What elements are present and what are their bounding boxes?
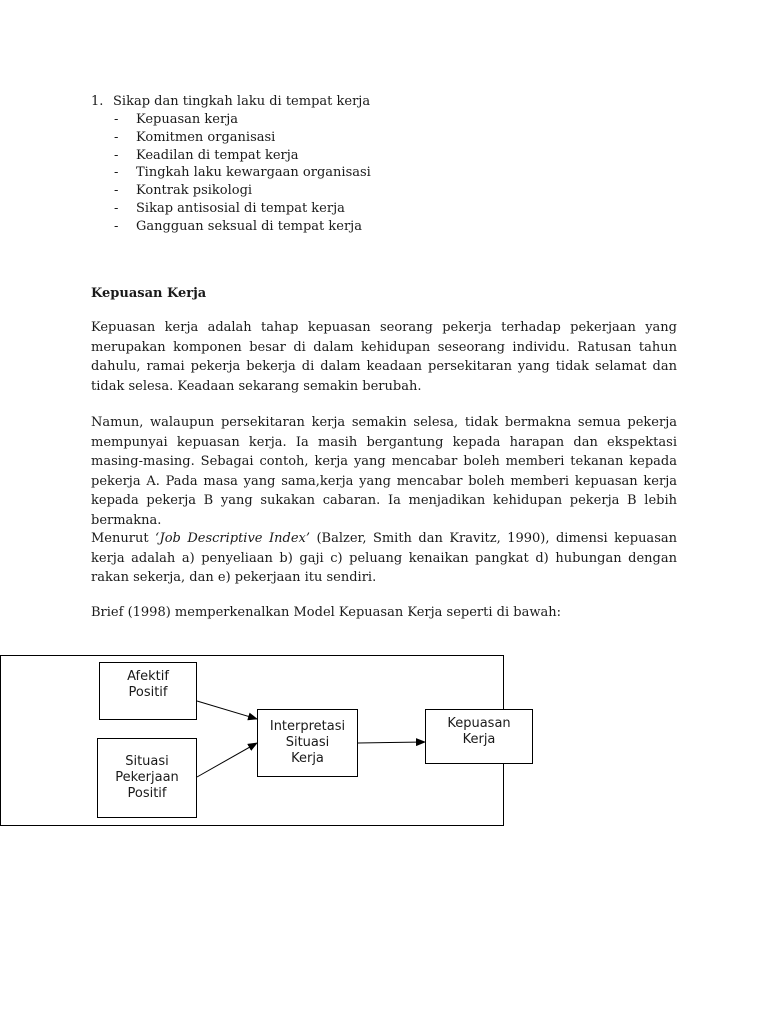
paragraph-model-intro: Brief (1998) memperkenalkan Model Kepuasan Kerja seperti di bawah: <box>91 605 561 620</box>
list-item-text: Keadilan di tempat kerja <box>136 147 299 163</box>
list-dash: - <box>114 129 119 145</box>
list-item <box>114 129 371 147</box>
section-title: Kepuasan Kerja <box>91 286 207 301</box>
paragraph-expectations: Namun, walaupun persekitaran kerja semakin selesa, tidak bermakna semua pekerja mempunyai kepuasan kerja. Ia masih bergantung kepada harapan dan ekspektasi masing-masing. Sebagai contoh, kerja yang mencabar boleh memberi tekanan kepada pekerja A. Pada masa yang sama,kerja yang mencabar boleh memberi kepuasan kerja kepada pekerja B yang sukakan cabaran. Ia menjadikan kehidupan pekerja B lebih bermakna. <box>91 415 677 528</box>
diagram-node-afektif-positif: Afektif Positif <box>99 662 197 720</box>
list-item-text: Gangguan seksual di tempat kerja <box>136 218 362 234</box>
jdi-prefix: Menurut <box>91 531 156 546</box>
list-dash: - <box>114 200 119 216</box>
list-heading-text: Sikap dan tingkah laku di tempat kerja <box>113 94 371 109</box>
jdi-rest: (Balzer, Smith dan Kravitz, 1990), dimensi kepuasan kerja adalah a) penyeliaan b) gaji c) peluang kenaikan pangkat d) hubungan dengan rakan sekerja, dan e) pekerjaan itu sendiri. <box>91 531 677 586</box>
paragraph-jdi <box>91 529 677 588</box>
list-heading <box>91 93 370 111</box>
diagram-node-kepuasan-kerja: Kepuasan Kerja <box>425 709 533 764</box>
attitudes-sublist <box>114 111 371 236</box>
list-item-text: Komitmen organisasi <box>136 129 276 145</box>
list-item-text: Sikap antisosial di tempat kerja <box>136 200 345 216</box>
list-item <box>114 218 371 236</box>
list-item <box>114 164 371 182</box>
list-item <box>114 147 371 165</box>
list-dash: - <box>114 165 119 181</box>
list-item-text: Kepuasan kerja <box>136 112 238 127</box>
list-dash: - <box>114 112 119 127</box>
list-item <box>114 111 371 129</box>
jdi-title: ‘Job Descriptive Index’ <box>155 531 310 546</box>
paragraph-definition: Kepuasan kerja adalah tahap kepuasan seorang pekerja terhadap pekerjaan yang merupakan komponen besar di dalam kehidupan seseorang individu. Ratusan tahun dahulu, ramai pekerja bekerja di dalam keadaan persekitaran yang tidak selamat dan tidak selesa. Keadaan sekarang semakin berubah. <box>91 320 677 394</box>
list-dash: - <box>114 183 119 199</box>
list-item <box>114 200 371 218</box>
diagram-node-interpretasi-situasi-kerja: Interpretasi Situasi Kerja <box>257 709 358 777</box>
list-item-text: Tingkah laku kewargaan organisasi <box>136 165 371 181</box>
list-number: 1. <box>91 94 104 109</box>
list-dash: - <box>114 147 119 163</box>
diagram-node-situasi-pekerjaan-positif: Situasi Pekerjaan Positif <box>97 738 197 818</box>
list-item-text: Kontrak psikologi <box>136 183 253 199</box>
list-item <box>114 182 371 200</box>
list-dash: - <box>114 218 119 234</box>
